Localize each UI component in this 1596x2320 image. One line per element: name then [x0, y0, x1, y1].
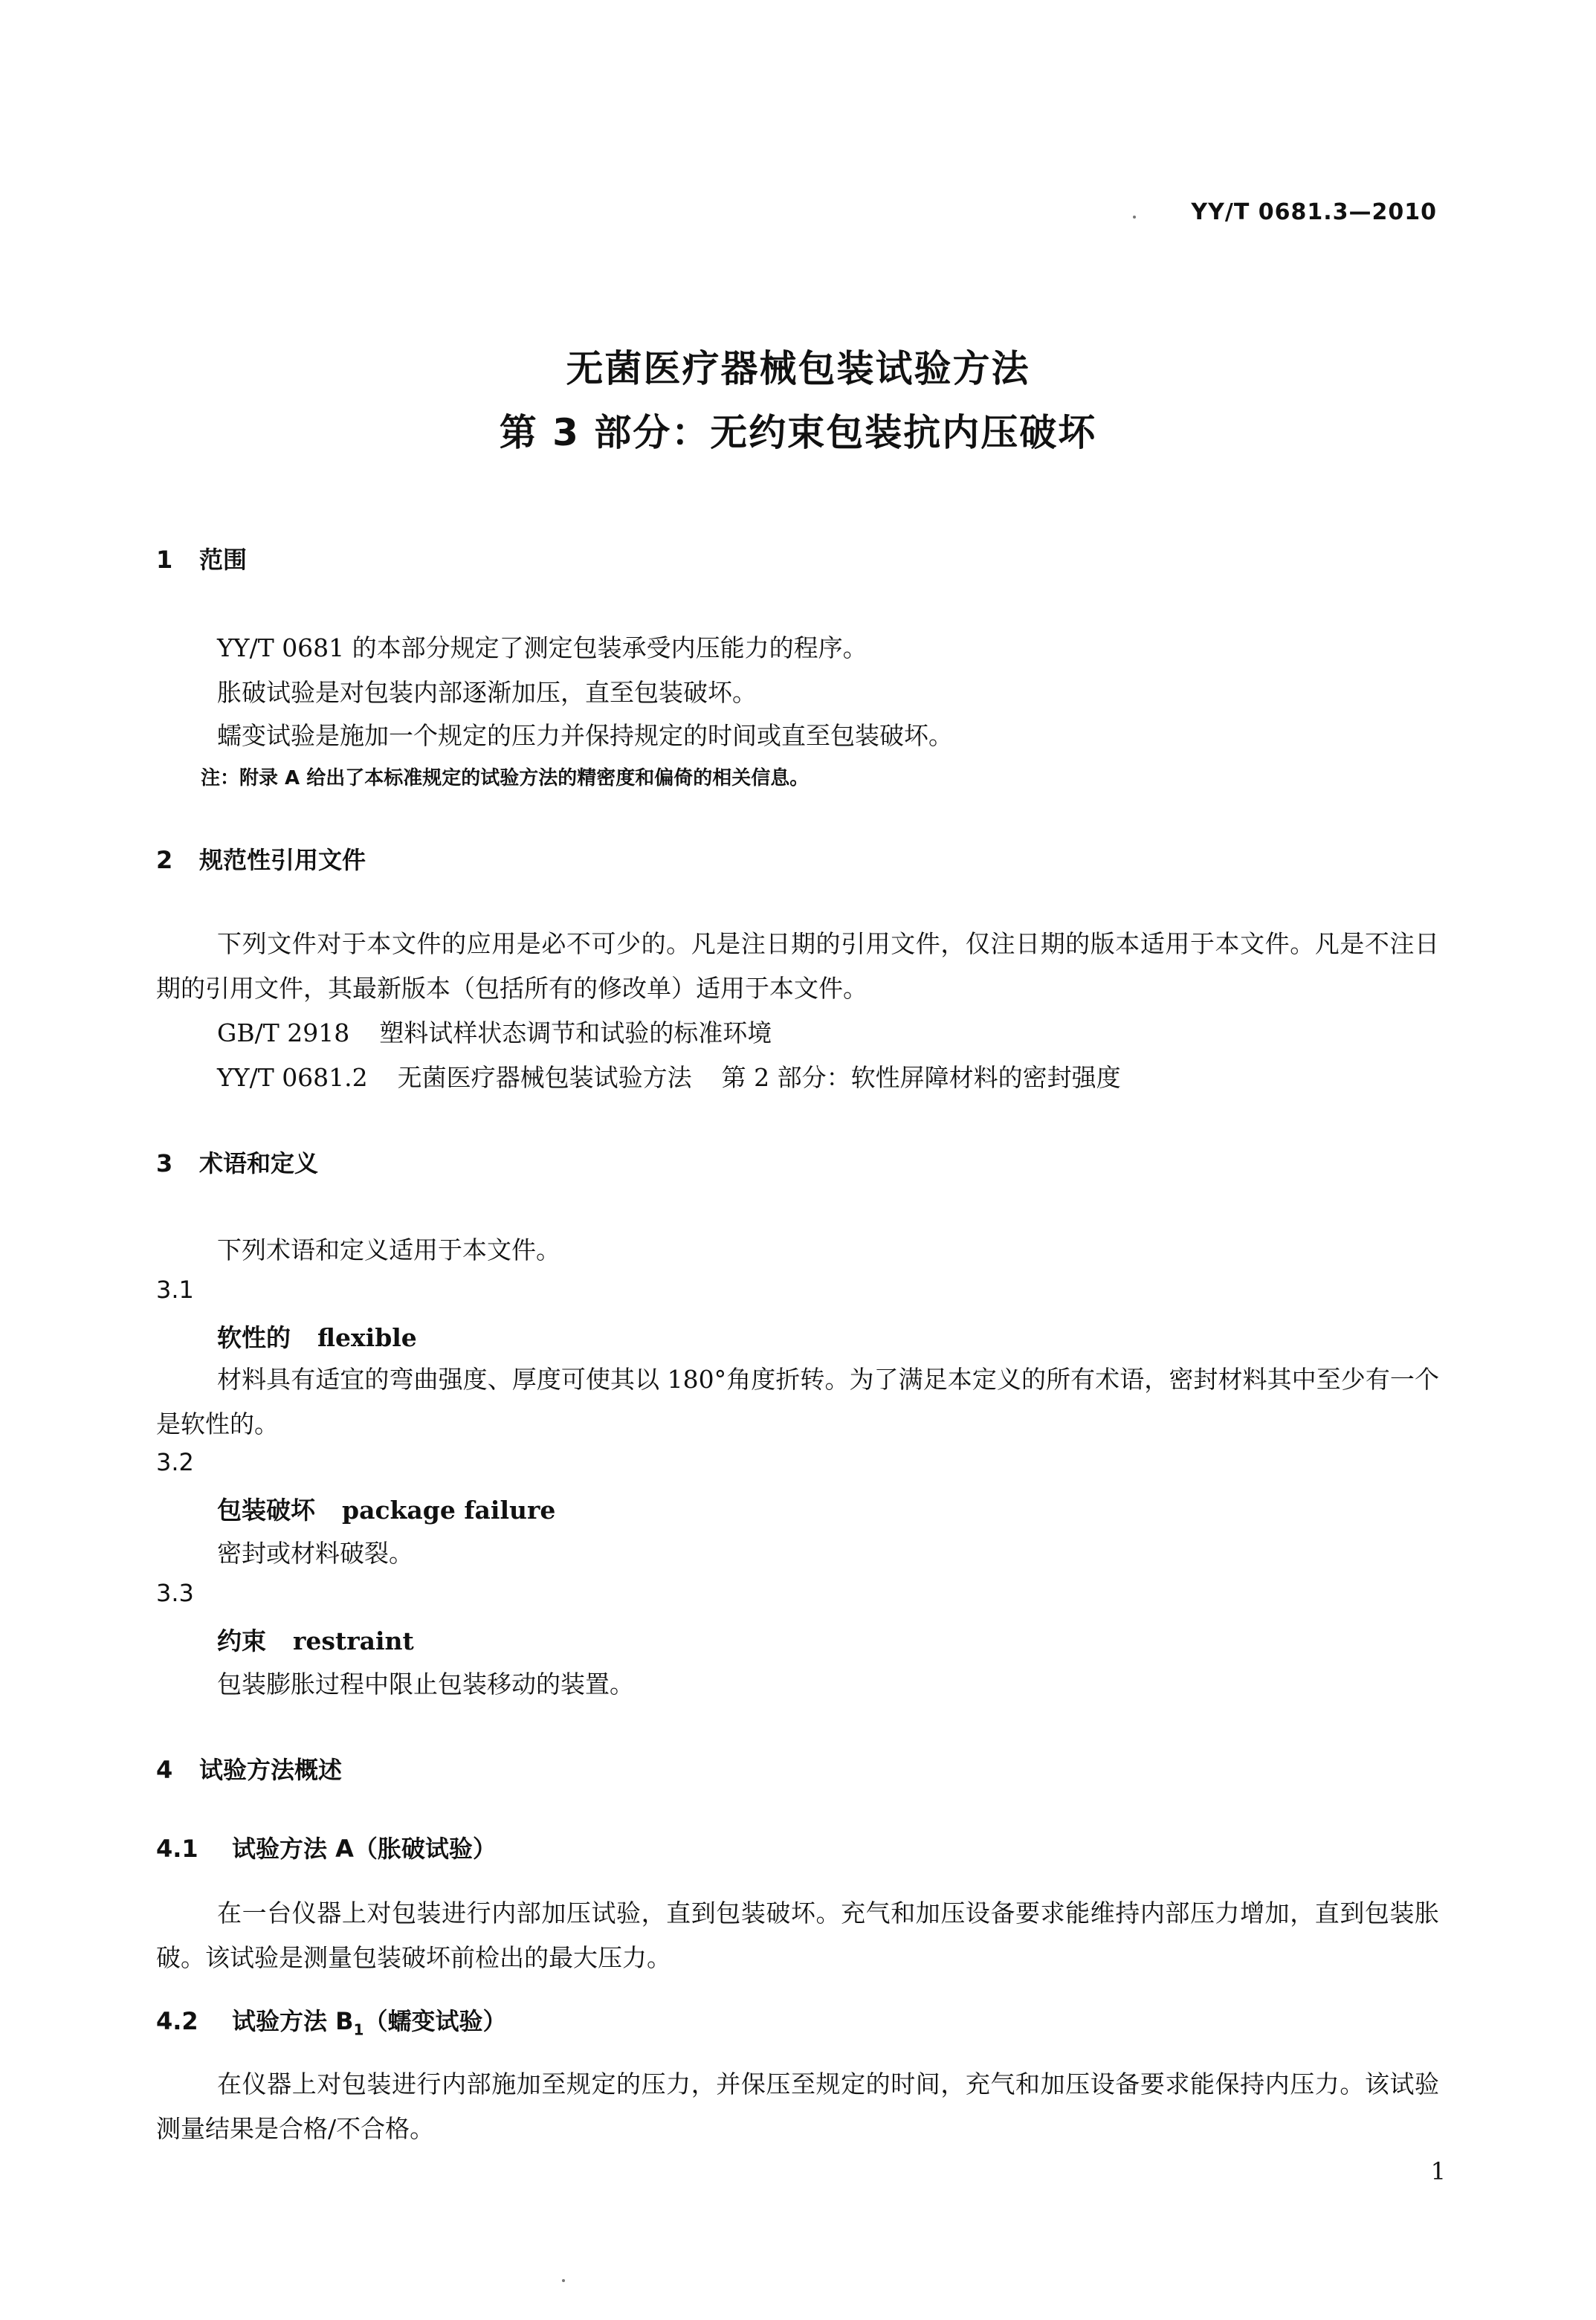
section-number: 3 — [156, 1149, 173, 1177]
term-zh: 软性的 — [217, 1323, 291, 1352]
reference-title: 塑料试样状态调节和试验的标准环境 — [379, 1018, 772, 1047]
scope-paragraph-2: 胀破试验是对包装内部逐渐加压，直至包装破坏。 — [217, 678, 757, 707]
scope-note: 注：附录 A 给出了本标准规定的试验方法的精密度和偏倚的相关信息。 — [201, 767, 810, 789]
section-number: 2 — [156, 846, 173, 874]
section-1-heading — [156, 541, 247, 575]
term-en: package failure — [342, 1496, 556, 1525]
subsection-4-1-heading — [156, 1830, 497, 1864]
subsection-title: 试验方法 A（胀破试验） — [232, 1835, 497, 1863]
term-definition: 材料具有适宜的弯曲强度、厚度可使其以 180°角度折转。为了满足本定义的所有术语，密封材料其中至少有一个是软性的。 — [156, 1365, 1439, 1438]
subsection-4-1-text: 在一台仪器上对包装进行内部加压试验，直到包装破坏。充气和加压设备要求能维持内部压力增加，直到包装胀破。该试验是测量包装破坏前检出的最大压力。 — [156, 1899, 1439, 1972]
terms-intro: 下列术语和定义适用于本文件。 — [217, 1235, 560, 1264]
section-title: 规范性引用文件 — [199, 846, 366, 874]
subscript: 1 — [353, 2020, 364, 2039]
subsection-4-2-text: 在仪器上对包装进行内部施加至规定的压力，并保压至规定的时间，充气和加压设备要求能保持内压力。该试验测量结果是合格/不合格。 — [156, 2069, 1439, 2143]
term-en: flexible — [317, 1323, 417, 1352]
section-number: 1 — [156, 546, 173, 574]
term-number: 3.2 — [156, 1448, 194, 1476]
normative-intro: 下列文件对于本文件的应用是必不可少的。凡是注日期的引用文件，仅注日期的版本适用于本文件。凡是不注日期的引用文件，其最新版本（包括所有的修改单）适用于本文件。 — [156, 929, 1439, 1003]
scan-speck — [1133, 216, 1136, 219]
subsection-title: 试验方法 B — [232, 2007, 354, 2035]
term-definition: 密封或材料破裂。 — [217, 1539, 413, 1568]
term-heading — [217, 1319, 417, 1354]
reference-item-1 — [217, 1014, 772, 1049]
term-zh: 约束 — [217, 1626, 266, 1655]
reference-code: GB/T 2918 — [217, 1018, 350, 1047]
reference-part: 第 2 部分：软性屏障材料的密封强度 — [721, 1063, 1121, 1092]
section-2-heading — [156, 841, 366, 876]
term-heading — [217, 1491, 555, 1526]
reference-code: YY/T 0681.2 — [217, 1063, 368, 1092]
subsection-number: 4.1 — [156, 1835, 198, 1863]
subsection-title-suffix: （蠕变试验） — [364, 2007, 507, 2035]
section-title: 试验方法概述 — [199, 1756, 343, 1784]
section-4-heading — [156, 1751, 342, 1786]
standard-code: YY/T 0681.3—2010 — [1191, 199, 1437, 225]
section-title: 范围 — [199, 546, 248, 574]
term-number: 3.1 — [156, 1276, 194, 1304]
document-title-line2: 第 3 部分：无约束包装抗内压破坏 — [499, 411, 1097, 454]
reference-item-2 — [217, 1059, 1121, 1093]
scan-speck — [562, 2279, 565, 2282]
page-number: 1 — [1430, 2157, 1446, 2185]
term-heading — [217, 1622, 414, 1657]
term-en: restraint — [293, 1626, 414, 1655]
document-title-line1: 无菌医疗器械包装试验方法 — [566, 347, 1030, 390]
section-title: 术语和定义 — [199, 1149, 319, 1177]
subsection-4-2-heading — [156, 2003, 506, 2038]
term-definition: 包装膨胀过程中限止包装移动的装置。 — [217, 1670, 634, 1699]
term-number: 3.3 — [156, 1579, 194, 1607]
section-3-heading — [156, 1145, 318, 1179]
reference-title: 无菌医疗器械包装试验方法 — [397, 1063, 692, 1092]
scope-paragraph-1: YY/T 0681 的本部分规定了测定包装承受内压能力的程序。 — [217, 633, 868, 662]
term-zh: 包装破坏 — [217, 1496, 315, 1525]
scope-paragraph-3: 蠕变试验是施加一个规定的压力并保持规定的时间或直至包装破坏。 — [217, 721, 953, 750]
section-number: 4 — [156, 1756, 173, 1784]
subsection-number: 4.2 — [156, 2007, 198, 2035]
